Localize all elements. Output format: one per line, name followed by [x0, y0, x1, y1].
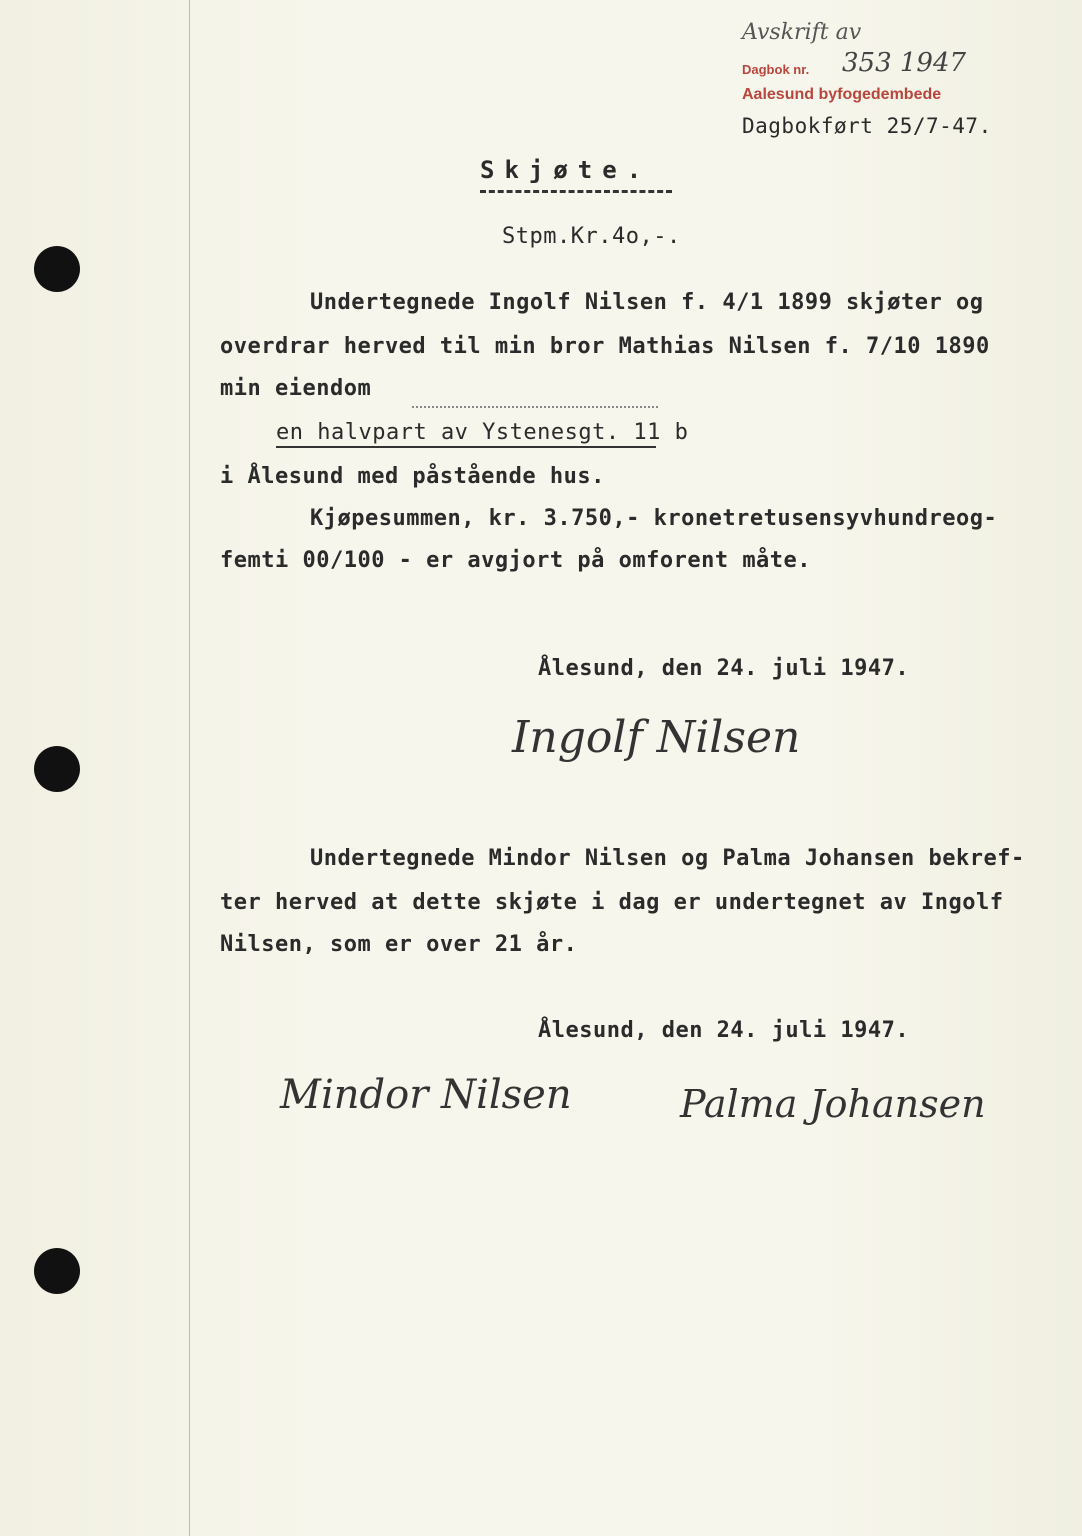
signature-mindor: Mindor Nilsen [280, 1072, 572, 1118]
punch-hole-bottom [34, 1248, 80, 1294]
property-underline [276, 446, 656, 448]
title-underline [480, 190, 672, 193]
para1-line3: min eiendom [220, 376, 372, 401]
para1-line1: Undertegnede Ingolf Nilsen f. 4/1 1899 skjøter og [310, 290, 984, 315]
place-date-1: Ålesund, den 24. juli 1947. [538, 656, 910, 681]
office-stamp: Aalesund byfogedembede [742, 86, 942, 103]
document-title: Skjøte. [480, 156, 652, 184]
para3-line3: Nilsen, som er over 21 år. [220, 932, 578, 957]
property-description: en halvpart av Ystenesgt. 11 b [276, 420, 689, 445]
para2-line2: femti 00/100 - er avgjort på omforent måte. [220, 548, 812, 573]
dotted-line [412, 406, 658, 408]
signature-palma: Palma Johansen [680, 1082, 986, 1126]
para1-line2: overdrar herved til min bror Mathias Nilsen f. 7/10 1890 [220, 334, 990, 359]
stamp-duty: Stpm.Kr.4o,-. [502, 224, 681, 249]
dagbok-label: Dagbok nr. [742, 62, 810, 77]
punch-hole-middle [34, 746, 80, 792]
dagbok-number: 353 1947 [842, 48, 967, 78]
punch-hole-top [34, 246, 80, 292]
signature-ingolf: Ingolf Nilsen [512, 712, 801, 763]
para2-line1: Kjøpesummen, kr. 3.750,- kronetretusensyvhundreog- [310, 506, 998, 531]
property-line2: i Ålesund med påstående hus. [220, 464, 605, 489]
para3-line2: ter herved at dette skjøte i dag er undertegnet av Ingolf [220, 890, 1004, 915]
para3-line1: Undertegnede Mindor Nilsen og Palma Johansen bekref- [310, 846, 1025, 871]
handwritten-prefix: Avskrift av [742, 20, 862, 45]
dagbokfort: Dagbokført 25/7-47. [742, 114, 992, 138]
place-date-2: Ålesund, den 24. juli 1947. [538, 1018, 910, 1043]
margin-line [189, 0, 190, 1536]
